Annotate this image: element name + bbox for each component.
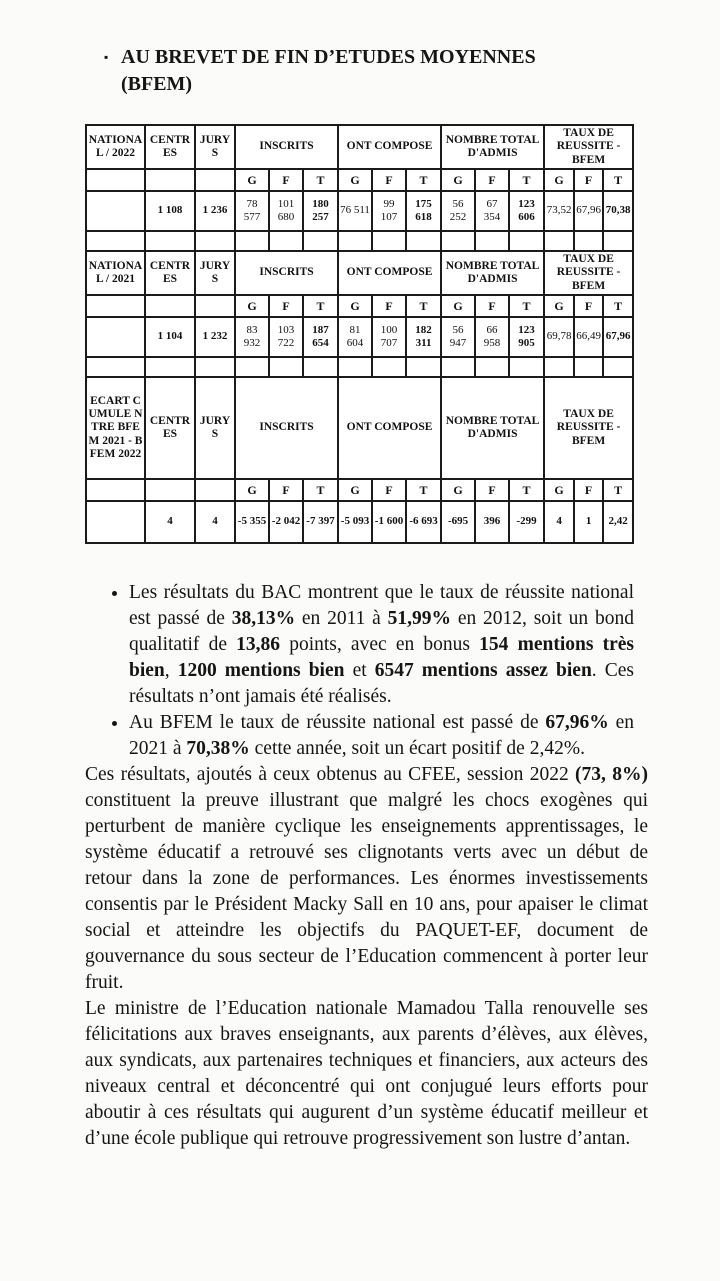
separator-cell: [372, 357, 406, 377]
cell-centres-value: 4: [145, 501, 195, 543]
separator-cell: [475, 357, 509, 377]
cell-gft-g: G: [441, 479, 475, 501]
paragraph-minister: Le ministre de l’Education nationale Mamadou Talla renouvelle ses félicitations aux braves enseignants, aux parents d’élèves, aux élèves, aux syndicats, aux partenaires techniques et financiers, aux acteurs des niveaux central et déconcentré qui ont conjugué leurs efforts pour aboutir à ces résultats qui augurent d’un système éducatif meilleur et d’une école publique qui retrouve progressivement son lustre d’antan.: [85, 998, 648, 1149]
cell-gft-f: F: [574, 479, 603, 501]
cell-gft-f: F: [269, 169, 303, 191]
cell-gft-g: G: [441, 295, 475, 317]
cell-gft-t: T: [509, 295, 544, 317]
bfem-results-table: [85, 124, 634, 544]
gft-subheader-row-2021: [86, 295, 633, 317]
cell-group-admis: NOMBRE TOTAL D'ADMIS: [441, 251, 544, 295]
separator-cell: [372, 231, 406, 251]
cell-jurys-value: 4: [195, 501, 235, 543]
cell-jurys-header: JURYS: [195, 125, 235, 169]
cell-value: 73,52: [544, 191, 574, 231]
cell-gft-g: G: [544, 479, 574, 501]
cell-section-label: NATIONAL / 2022: [86, 125, 145, 169]
empty-cell: [86, 191, 145, 231]
cell-value: 101 680: [269, 191, 303, 231]
cell-group-inscrits: INSCRITS: [235, 251, 338, 295]
separator-cell: [269, 231, 303, 251]
cell-jurys-header: JURYS: [195, 251, 235, 295]
cell-gft-g: G: [235, 295, 269, 317]
cell-value: -5 355: [235, 501, 269, 543]
empty-cell: [145, 169, 195, 191]
separator-cell: [303, 357, 338, 377]
separator-cell: [603, 357, 633, 377]
empty-cell: [195, 295, 235, 317]
separator-cell: [86, 357, 145, 377]
cell-gft-t: T: [303, 295, 338, 317]
cell-section-label: NATIONAL / 2021: [86, 251, 145, 295]
cell-group-inscrits: INSCRITS: [235, 377, 338, 479]
cell-gft-f: F: [269, 479, 303, 501]
cell-value: 396: [475, 501, 509, 543]
gft-subheader-row-2022: [86, 169, 633, 191]
cell-gft-g: G: [441, 169, 475, 191]
cell-gft-g: G: [235, 479, 269, 501]
cell-centres-header: CENTRES: [145, 377, 195, 479]
separator-cell: [303, 231, 338, 251]
cell-value: 182 311: [406, 317, 441, 357]
empty-cell: [145, 295, 195, 317]
cell-group-inscrits: INSCRITS: [235, 125, 338, 169]
heading-line-2: (BFEM): [121, 73, 193, 95]
cell-gft-t: T: [406, 295, 441, 317]
cell-centres-header: CENTRES: [145, 125, 195, 169]
separator-cell: [338, 231, 372, 251]
empty-cell: [86, 479, 145, 501]
separator-cell: [235, 231, 269, 251]
empty-cell: [86, 169, 145, 191]
separator-cell: [195, 357, 235, 377]
cell-value: -7 397: [303, 501, 338, 543]
cell-gft-t: T: [406, 479, 441, 501]
cell-value: 1: [574, 501, 603, 543]
cell-group-ont-compose: ONT COMPOSE: [338, 125, 441, 169]
separator-cell: [603, 231, 633, 251]
cell-value: 69,78: [544, 317, 574, 357]
empty-cell: [86, 501, 145, 543]
header-row-ecart: [86, 377, 633, 479]
header-row-2022: [86, 125, 633, 169]
cell-value: 180 257: [303, 191, 338, 231]
cell-value: 4: [544, 501, 574, 543]
separator-cell: [86, 231, 145, 251]
cell-value: 81 604: [338, 317, 372, 357]
cell-jurys-header: JURYS: [195, 377, 235, 479]
empty-cell: [86, 317, 145, 357]
cell-value: -2 042: [269, 501, 303, 543]
cell-gft-t: T: [303, 479, 338, 501]
separator-cell: [269, 357, 303, 377]
cell-value: 123 606: [509, 191, 544, 231]
cell-gft-f: F: [372, 479, 406, 501]
cell-value: 99 107: [372, 191, 406, 231]
cell-gft-f: F: [475, 479, 509, 501]
separator-row: [86, 231, 633, 251]
separator-cell: [406, 231, 441, 251]
cell-group-admis: NOMBRE TOTAL D'ADMIS: [441, 125, 544, 169]
cell-value: -299: [509, 501, 544, 543]
cell-centres-header: CENTRES: [145, 251, 195, 295]
separator-row: [86, 357, 633, 377]
cell-centres-value: 1 108: [145, 191, 195, 231]
cell-value: -695: [441, 501, 475, 543]
cell-group-ont-compose: ONT COMPOSE: [338, 251, 441, 295]
cell-gft-g: G: [544, 169, 574, 191]
cell-value: -5 093: [338, 501, 372, 543]
separator-cell: [145, 357, 195, 377]
separator-cell: [475, 231, 509, 251]
cell-gft-t: T: [303, 169, 338, 191]
cell-value: 70,38: [603, 191, 633, 231]
cell-centres-value: 1 104: [145, 317, 195, 357]
cell-jurys-value: 1 236: [195, 191, 235, 231]
cell-value: -1 600: [372, 501, 406, 543]
cell-value: 2,42: [603, 501, 633, 543]
separator-cell: [509, 231, 544, 251]
data-row-ecart: [86, 501, 633, 543]
cell-gft-f: F: [574, 169, 603, 191]
separator-cell: [441, 357, 475, 377]
separator-cell: [235, 357, 269, 377]
list-item-bfem-results: • Au BFEM le taux de réussite national est passé de 67,96% en 2021 à 70,38% cette année, soit un écart positif de 2,42%.: [129, 710, 634, 762]
separator-cell: [544, 357, 574, 377]
separator-cell: [441, 231, 475, 251]
cell-gft-f: F: [269, 295, 303, 317]
cell-value: 175 618: [406, 191, 441, 231]
separator-cell: [574, 357, 603, 377]
cell-gft-f: F: [372, 169, 406, 191]
empty-cell: [195, 479, 235, 501]
cell-gft-f: F: [475, 295, 509, 317]
header-row-2021: [86, 251, 633, 295]
data-row-2022: [86, 191, 633, 231]
section-heading-text: [121, 44, 536, 98]
empty-cell: [86, 295, 145, 317]
separator-cell: [195, 231, 235, 251]
cell-value: 100 707: [372, 317, 406, 357]
cell-value: 123 905: [509, 317, 544, 357]
heading-line-1: AU BREVET DE FIN D’ETUDES MOYENNES: [121, 46, 536, 68]
cell-group-taux: TAUX DE REUSSITE - BFEM: [544, 251, 633, 295]
list-item-bac-results: • Les résultats du BAC montrent que le taux de réussite national est passé de 38,13% en 2011 à 51,99% en 2012, soit un bond qualitatif de 13,86 points, avec en bonus 154 mentions très bien, 1200 mentions bien et 6547 mentions assez bien. Ces résultats n’ont jamais été réalisés.: [129, 580, 634, 710]
cell-gft-t: T: [509, 169, 544, 191]
cell-gft-f: F: [372, 295, 406, 317]
cell-value: 66,49: [574, 317, 603, 357]
gft-subheader-row-ecart: [86, 479, 633, 501]
cell-gft-g: G: [338, 169, 372, 191]
cell-jurys-value: 1 232: [195, 317, 235, 357]
cell-value: 187 654: [303, 317, 338, 357]
cell-gft-f: F: [574, 295, 603, 317]
paragraph-cfee: Ces résultats, ajoutés à ceux obtenus au CFEE, session 2022 (73, 8%) constituent la preuve illustrant que malgré les chocs exogènes qui perturbent de manière cyclique les enseignements apprentissages, le système éducatif a retrouvé ses clignotants verts avec un début de retour dans la zone de performances. Les énormes investissements consentis par le Président Macky Sall en 10 ans, pour apaiser le climat social et atteindre les objectifs du PAQUET-EF, document de gouvernance du sous secteur de l’Education commencent à porter leur fruit.: [85, 764, 648, 993]
cell-value: 66 958: [475, 317, 509, 357]
bullet-list: [85, 580, 634, 762]
cell-gft-t: T: [603, 479, 633, 501]
separator-cell: [406, 357, 441, 377]
cell-group-ont-compose: ONT COMPOSE: [338, 377, 441, 479]
cell-gft-g: G: [338, 295, 372, 317]
separator-cell: [338, 357, 372, 377]
square-bullet-icon: ▪: [104, 50, 109, 64]
separator-cell: [509, 357, 544, 377]
cell-gft-g: G: [235, 169, 269, 191]
cell-value: 67,96: [574, 191, 603, 231]
cell-value: 78 577: [235, 191, 269, 231]
section-heading: [104, 44, 648, 98]
cell-gft-t: T: [509, 479, 544, 501]
empty-cell: [145, 479, 195, 501]
cell-value: 56 252: [441, 191, 475, 231]
cell-gft-g: G: [544, 295, 574, 317]
cell-section-label: ECART CUMULE NTRE BFEM 2021 - BFEM 2022: [86, 377, 145, 479]
separator-cell: [544, 231, 574, 251]
cell-value: 67,96: [603, 317, 633, 357]
cell-value: 103 722: [269, 317, 303, 357]
cell-group-taux: TAUX DE REUSSITE - BFEM: [544, 377, 633, 479]
separator-cell: [574, 231, 603, 251]
separator-cell: [145, 231, 195, 251]
cell-gft-t: T: [406, 169, 441, 191]
empty-cell: [195, 169, 235, 191]
cell-group-admis: NOMBRE TOTAL D'ADMIS: [441, 377, 544, 479]
cell-group-taux: TAUX DE REUSSITE - BFEM: [544, 125, 633, 169]
cell-gft-t: T: [603, 169, 633, 191]
cell-value: 56 947: [441, 317, 475, 357]
cell-gft-t: T: [603, 295, 633, 317]
cell-value: -6 693: [406, 501, 441, 543]
cell-value: 83 932: [235, 317, 269, 357]
cell-gft-f: F: [475, 169, 509, 191]
cell-value: 67 354: [475, 191, 509, 231]
cell-gft-g: G: [338, 479, 372, 501]
data-row-2021: [86, 317, 633, 357]
cell-value: 76 511: [338, 191, 372, 231]
